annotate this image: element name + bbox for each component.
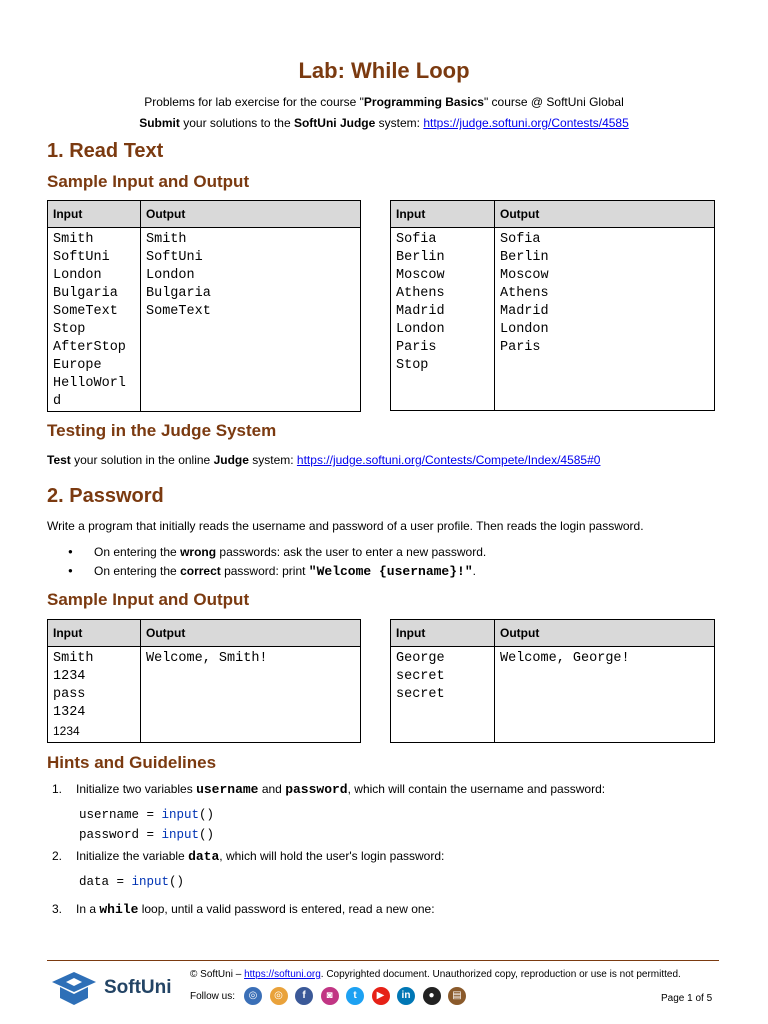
instagram-icon[interactable]: ◙ [321, 987, 339, 1005]
hint-text-c: and [258, 782, 286, 796]
code-line-password [79, 828, 214, 842]
table-header-output: Output [141, 620, 361, 647]
code-line-data [79, 875, 184, 889]
cell-lines: George secret secret [396, 651, 445, 702]
follow-us-label: Follow us: [190, 991, 236, 1002]
hint-item-1 [52, 782, 606, 797]
hint-text-a: Initialize two variables [76, 782, 197, 796]
bullet-text: On entering the [94, 545, 181, 559]
input-cell [48, 228, 141, 412]
system-text: system: [248, 453, 297, 467]
copyright-text-end: . Copyrighted document. Unauthorized copy, reproduction or use is not permitted. [320, 969, 681, 980]
input-cell [391, 228, 495, 411]
output-cell [141, 228, 361, 412]
hint-number: 3. [52, 902, 63, 916]
table-header-output: Output [141, 201, 361, 228]
test-text: your solution in the online [70, 453, 214, 467]
twitter-icon[interactable]: t [346, 987, 364, 1005]
submit-word: Submit [139, 116, 180, 130]
table-header-output: Output [495, 620, 715, 647]
cell-lines: Smith 1234 pass 1324 [53, 651, 94, 720]
test-word: Test [47, 453, 71, 467]
sample-io-heading-1: Sample Input and Output [47, 172, 250, 191]
hint-item-3 [52, 902, 435, 917]
table-header-input: Input [391, 201, 495, 228]
linkedin-icon[interactable]: in [397, 987, 415, 1005]
hint-text [76, 849, 444, 864]
copyright-text: © SoftUni – [190, 969, 245, 980]
input-cell [48, 647, 141, 743]
hint-text [76, 782, 605, 797]
course-subtitle [0, 95, 768, 109]
code-func: input [161, 828, 200, 842]
cell-lines: Sofia Berlin Moscow Athens Madrid London Paris [500, 232, 549, 355]
testing-heading: Testing in the Judge System [47, 421, 277, 440]
io-table-read-text-2 [390, 200, 715, 411]
section-heading-password: 2. Password [47, 485, 164, 507]
hint-number: 1. [52, 782, 63, 796]
page-number: Page 1 of 5 [661, 993, 713, 1004]
softuni-org-link[interactable]: https://softuni.org [244, 969, 321, 980]
graduation-cap-icon [50, 968, 98, 1008]
var-data: data [188, 849, 220, 864]
judge-contest-link[interactable]: https://judge.softuni.org/Contests/4585 [423, 116, 629, 130]
input-cell [391, 647, 495, 743]
footer-divider [47, 960, 719, 961]
system-text: system: [375, 116, 424, 130]
bullet-period: . [472, 564, 476, 578]
code-line-username [79, 808, 214, 822]
bullet-text: On entering the [94, 564, 181, 578]
io-table-password-1 [47, 619, 361, 743]
code-parens: () [199, 808, 215, 822]
copyright-line [190, 969, 681, 980]
code-assign: username = [79, 808, 162, 822]
code-parens: () [169, 875, 185, 889]
github-icon[interactable]: ● [423, 987, 441, 1005]
io-table-password-2 [390, 619, 715, 743]
cell-lines: Smith SoftUni London Bulgaria SomeText [146, 232, 211, 319]
hint-text-e: , which will contain the username and password: [347, 782, 606, 796]
subtitle-text-end: " course @ SoftUni Global [483, 95, 624, 109]
section-heading-read-text: 1. Read Text [47, 140, 164, 162]
bullet-bold: wrong [180, 545, 217, 559]
output-cell [141, 647, 361, 743]
output-cell [495, 647, 715, 743]
code-func: input [131, 875, 170, 889]
hint-item-2 [52, 849, 445, 864]
table-header-input: Input [391, 620, 495, 647]
testing-line [47, 453, 600, 467]
youtube-icon[interactable]: ▶ [372, 987, 390, 1005]
cell-lines: Sofia Berlin Moscow Athens Madrid London Paris Stop [396, 232, 445, 373]
code-assign: data = [79, 875, 132, 889]
cell-lines: Smith SoftUni London Bulgaria SomeText Stop AfterStop Europe HelloWorl d [53, 232, 126, 409]
hint-text-a: In a [76, 902, 100, 916]
cell-lines: Welcome, Smith! [146, 651, 268, 666]
bullet-wrong-password [72, 545, 486, 559]
var-username: username [196, 782, 259, 797]
hint-text-c: , which will hold the user's login password: [219, 849, 445, 863]
code-parens: () [199, 828, 215, 842]
table-header-input: Input [48, 201, 141, 228]
bullet-text-mid: password: print [220, 564, 309, 578]
softuni-logo[interactable] [50, 968, 98, 1013]
input-last-line: 1234 [53, 724, 80, 738]
hint-text [76, 902, 435, 917]
hints-heading: Hints and Guidelines [47, 753, 217, 772]
keyword-while: while [99, 902, 139, 917]
password-description: Write a program that initially reads the username and password of a user profile. Then reads the login password. [47, 519, 644, 533]
hint-text-c: loop, until a valid password is entered, read a new one: [138, 902, 435, 916]
submit-text: your solutions to the [179, 116, 294, 130]
softuni-global-icon[interactable]: ◎ [270, 987, 288, 1005]
judge-word: Judge [213, 453, 249, 467]
softuni-logo-text: SoftUni [104, 977, 172, 998]
judge-name: SoftUni Judge [293, 116, 376, 130]
table-header-output: Output [495, 201, 715, 228]
softuni-icon[interactable]: ◎ [244, 987, 262, 1005]
page-title: Lab: While Loop [298, 58, 470, 83]
bullet-text-end: passwords: ask the user to enter a new password. [216, 545, 487, 559]
sample-io-heading-2: Sample Input and Output [47, 590, 250, 609]
bullet-correct-password [72, 564, 476, 579]
output-cell [495, 228, 715, 411]
hint-text-a: Initialize the variable [76, 849, 189, 863]
io-table-read-text-1 [47, 200, 361, 412]
course-name: Programming Basics [363, 95, 484, 109]
welcome-format: "Welcome {username}!" [308, 564, 473, 579]
var-password: password [285, 782, 348, 797]
facebook-icon[interactable]: f [295, 987, 313, 1005]
code-func: input [161, 808, 200, 822]
hint-number: 2. [52, 849, 63, 863]
code-assign: password = [79, 828, 162, 842]
table-header-input: Input [48, 620, 141, 647]
subtitle-text: Problems for lab exercise for the course " [144, 95, 364, 109]
cell-lines: Welcome, George! [500, 651, 630, 666]
submit-line [0, 116, 768, 130]
judge-compete-link[interactable]: https://judge.softuni.org/Contests/Compete/Index/4585#0 [296, 453, 601, 467]
blog-icon[interactable]: ▤ [448, 987, 466, 1005]
bullet-bold: correct [180, 564, 221, 578]
